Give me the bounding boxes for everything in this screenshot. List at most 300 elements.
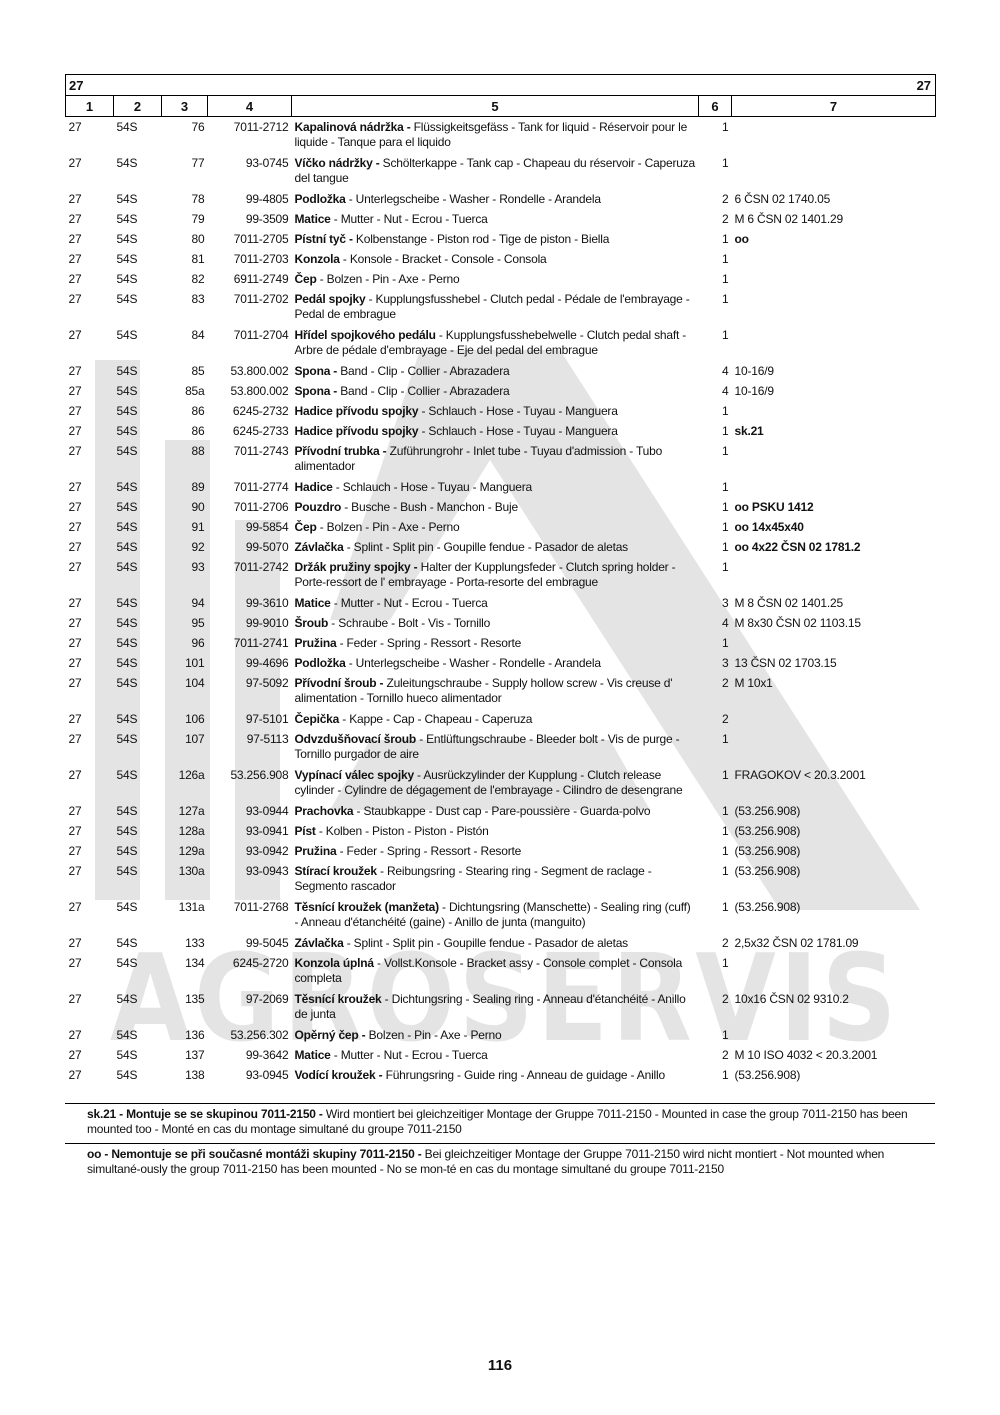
part-name: Pružina (294, 843, 337, 858)
part-translations: - Vollst.Konsole - Bracket assy - Console complet - Consola completa (294, 955, 683, 985)
part-number-cell: 99-4805 (245, 191, 289, 206)
note-cell: (53.256.908) (734, 863, 801, 878)
type-cell: 54S (116, 635, 138, 650)
parts-list (66, 117, 936, 1085)
note-cell (732, 953, 936, 989)
part-translations: - Feder - Spring - Ressort - Resorte (336, 635, 522, 650)
part-number-cell: 99-5070 (245, 539, 289, 554)
quantity-cell: 1 (722, 767, 729, 782)
group-cell: 27 (68, 291, 82, 306)
position-cell: 86 (191, 423, 205, 438)
position-cell: 80 (191, 231, 205, 246)
note-cell: M 6 ČSN 02 1401.29 (734, 211, 843, 226)
note-cell (732, 117, 936, 153)
note-cell: 6 ČSN 02 1740.05 (734, 191, 831, 206)
parts-table (65, 74, 936, 1085)
note-cell: oo PSKU 1412 (734, 499, 814, 514)
table-row (66, 517, 936, 537)
part-translations: - Reibungsring - Stearing ring - Segment de raclage - Segmento rascador (294, 863, 652, 893)
part-name: Hřídel spojkového pedálu (294, 327, 436, 342)
position-cell: 92 (191, 539, 205, 554)
position-cell: 136 (185, 1027, 205, 1042)
description-cell (292, 953, 699, 989)
table-row (66, 861, 936, 897)
position-cell: 107 (185, 731, 205, 746)
description-cell (292, 593, 699, 613)
footnote-text: Wird montiert bei gleichzeitiger Montage der Gruppe 7011-2150 - Mounted in case the group 7011-2150 has been mounted too - Monté en cas du montage simultané du groupe 7011-2150 (87, 1107, 908, 1136)
group-cell: 27 (68, 899, 82, 914)
group-cell: 27 (68, 211, 82, 226)
description-cell (292, 401, 699, 421)
quantity-cell: 1 (722, 803, 729, 818)
part-translations: - Feder - Spring - Ressort - Resorte (336, 843, 522, 858)
group-cell: 27 (68, 251, 82, 266)
group-cell: 27 (68, 595, 82, 610)
part-translations: Kolbenstange - Piston rod - Tige de piston - Biella (352, 231, 610, 246)
note-cell: (53.256.908) (734, 899, 801, 914)
part-number-cell: 97-5092 (245, 675, 289, 690)
table-row (66, 361, 936, 381)
description-cell (292, 229, 699, 249)
position-cell: 134 (185, 955, 205, 970)
part-translations: - Kappe - Cap - Chapeau - Caperuza (339, 711, 533, 726)
note-cell: 10-16/9 (734, 363, 774, 378)
part-name: Čep (294, 519, 317, 534)
part-number-cell: 53.256.908 (230, 767, 289, 782)
part-name: Matice (294, 211, 331, 226)
position-cell: 77 (191, 155, 205, 170)
table-row (66, 1025, 936, 1045)
table-row (66, 153, 936, 189)
description-cell (292, 537, 699, 557)
description-cell (292, 361, 699, 381)
type-cell: 54S (116, 383, 138, 398)
position-cell: 79 (191, 211, 205, 226)
part-number-cell: 93-0945 (245, 1067, 289, 1082)
type-cell: 54S (116, 655, 138, 670)
group-cell: 27 (68, 383, 82, 398)
group-cell: 27 (68, 271, 82, 286)
quantity-cell: 2 (722, 211, 729, 226)
part-number-cell: 97-5113 (246, 731, 289, 746)
description-cell (292, 821, 699, 841)
group-cell: 27 (68, 231, 82, 246)
quantity-cell: 4 (722, 383, 729, 398)
position-cell: 130a (178, 863, 205, 878)
description-cell (292, 633, 699, 653)
type-cell: 54S (116, 559, 138, 574)
description-cell (292, 325, 699, 361)
part-translations: - Bolzen - Pin - Axe - Perno (316, 271, 460, 286)
type-cell: 54S (116, 443, 138, 458)
note-cell: M 8x30 ČSN 02 1103.15 (734, 615, 861, 630)
position-cell: 135 (185, 991, 205, 1006)
part-number-cell: 99-3610 (245, 595, 289, 610)
quantity-cell: 1 (722, 863, 729, 878)
description-cell (292, 249, 699, 269)
group-cell: 27 (68, 499, 82, 514)
quantity-cell: 1 (722, 635, 729, 650)
type-cell: 54S (116, 479, 138, 494)
group-cell: 27 (68, 615, 82, 630)
group-cell: 27 (68, 675, 82, 690)
table-row (66, 989, 936, 1025)
part-number-cell: 6245-2733 (232, 423, 289, 438)
part-name: Závlačka (294, 935, 344, 950)
part-name: Čepička (294, 711, 340, 726)
footnote (65, 1143, 935, 1183)
part-name: Píst (294, 823, 316, 838)
group-cell: 27 (68, 955, 82, 970)
position-cell: 128a (178, 823, 205, 838)
footnote-text: Bei gleichzeitiger Montage der Gruppe 7011-2150 wird nicht montiert - Not mounted when simultané-ously the group 7011-2150 has been mounted - No se mon-té en cas du montage simultané du groupe 7011-2150 (87, 1147, 885, 1176)
group-cell: 27 (68, 863, 82, 878)
position-cell: 96 (191, 635, 205, 650)
part-number-cell: 93-0745 (245, 155, 289, 170)
quantity-cell: 1 (722, 479, 729, 494)
type-cell: 54S (116, 120, 138, 134)
position-cell: 81 (191, 251, 205, 266)
section-number-right: 27 (916, 77, 932, 93)
type-cell: 54S (116, 991, 138, 1006)
quantity-cell: 1 (722, 731, 729, 746)
note-cell (732, 729, 936, 765)
part-translations: - Ausrückzylinder der Kupplung - Clutch release cylinder - Cylindre de dégagement de l'embrayage - Cilindro de desengrane (294, 767, 683, 797)
position-cell: 88 (191, 443, 205, 458)
position-cell: 138 (185, 1067, 205, 1082)
description-cell (292, 189, 699, 209)
table-row (66, 953, 936, 989)
note-cell (732, 153, 936, 189)
note-cell: (53.256.908) (734, 803, 801, 818)
quantity-cell: 1 (722, 539, 729, 554)
part-number-cell: 93-0943 (245, 863, 289, 878)
position-cell: 83 (191, 291, 205, 306)
part-translations: - Schlauch - Hose - Tuyau - Manguera (418, 403, 618, 418)
table-row (66, 613, 936, 633)
position-cell: 93 (191, 559, 205, 574)
part-translations: - Dichtungsring (Manschette) - Sealing ring (cuff) - Anneau d'étanchéité (gaine) - Anillo de junta (manguito) (294, 899, 691, 929)
part-translations: - Busche - Bush - Manchon - Buje (341, 499, 518, 514)
watermark-text: AGROSERVIS (110, 930, 900, 1069)
quantity-cell: 1 (722, 403, 729, 418)
part-translations: - Schraube - Bolt - Vis - Tornillo (328, 615, 491, 630)
type-cell: 54S (116, 595, 138, 610)
note-cell: 10-16/9 (734, 383, 774, 398)
group-cell: 27 (68, 443, 82, 458)
part-number-cell: 53.800.002 (230, 383, 289, 398)
table-row (66, 189, 936, 209)
quantity-cell: 1 (722, 271, 729, 286)
quantity-cell: 1 (722, 443, 729, 458)
description-cell (292, 801, 699, 821)
quantity-cell: 3 (722, 595, 729, 610)
parts-table-sheet (65, 74, 935, 1085)
type-cell: 54S (116, 155, 138, 170)
part-translations: Zuführungrohr - Inlet tube - Tuyau d'admission - Tubo alimentador (294, 443, 663, 473)
footnote (65, 1103, 935, 1143)
description-cell (292, 381, 699, 401)
position-cell: 90 (191, 499, 205, 514)
position-cell: 106 (185, 711, 205, 726)
footnote-key: sk.21 - Montuje se se skupinou 7011-2150 - (87, 1107, 323, 1121)
quantity-cell: 2 (722, 191, 729, 206)
description-cell (292, 841, 699, 861)
quantity-cell: 2 (722, 1047, 729, 1062)
table-row (66, 933, 936, 953)
group-cell: 27 (68, 519, 82, 534)
type-cell: 54S (116, 1027, 138, 1042)
position-cell: 94 (191, 595, 205, 610)
type-cell: 54S (116, 519, 138, 534)
position-cell: 85a (185, 383, 205, 398)
column-header: 3 (162, 96, 208, 117)
type-cell: 54S (116, 767, 138, 782)
part-number-cell: 99-9010 (245, 615, 289, 630)
description-cell (292, 441, 699, 477)
part-number-cell: 99-5854 (245, 519, 289, 534)
note-cell: oo 4x22 ČSN 02 1781.2 (734, 539, 861, 554)
position-cell: 82 (191, 271, 205, 286)
quantity-cell: 1 (722, 559, 729, 574)
part-name: Odvzdušňovací šroub (294, 731, 417, 746)
type-cell: 54S (116, 823, 138, 838)
part-number-cell: 7011-2704 (233, 327, 289, 342)
type-cell: 54S (116, 211, 138, 226)
part-translations: - Schlauch - Hose - Tuyau - Manguera (418, 423, 618, 438)
quantity-cell: 2 (722, 711, 729, 726)
type-cell: 54S (116, 499, 138, 514)
group-cell: 27 (68, 403, 82, 418)
note-cell: 10x16 ČSN 02 9310.2 (734, 991, 849, 1006)
position-cell: 126a (178, 767, 205, 782)
part-translations: - Konsole - Bracket - Console - Consola (339, 251, 547, 266)
note-cell (732, 249, 936, 269)
group-cell: 27 (68, 635, 82, 650)
position-cell: 78 (191, 191, 205, 206)
note-cell (732, 289, 936, 325)
table-row (66, 653, 936, 673)
part-number-cell: 93-0944 (245, 803, 289, 818)
type-cell: 54S (116, 843, 138, 858)
table-row (66, 325, 936, 361)
part-number-cell: 7011-2712 (233, 120, 289, 134)
part-translations: Halter der Kupplungsfeder - Clutch spring holder - Porte-ressort de l' embrayage - Porta-resorte del embrague (294, 559, 676, 589)
type-cell: 54S (116, 863, 138, 878)
note-cell (732, 441, 936, 477)
part-translations: Flüssigkeitsgefäss - Tank for liquid - Réservoir pour le liquide - Tanque para el liquido (294, 120, 688, 149)
group-cell: 27 (68, 803, 82, 818)
group-cell: 27 (68, 843, 82, 858)
note-cell (732, 709, 936, 729)
note-cell (732, 269, 936, 289)
quantity-cell: 1 (722, 231, 729, 246)
type-cell: 54S (116, 955, 138, 970)
quantity-cell: 1 (722, 955, 729, 970)
part-number-cell: 7011-2768 (233, 899, 289, 914)
page-number: 116 (487, 1357, 513, 1374)
part-translations: - Bolzen - Pin - Axe - Perno (316, 519, 460, 534)
table-row (66, 421, 936, 441)
part-number-cell: 6245-2732 (232, 403, 289, 418)
type-cell: 54S (116, 191, 138, 206)
part-name: Spona - (294, 363, 338, 378)
group-cell: 27 (68, 1047, 82, 1062)
part-translations: - Mutter - Nut - Ecrou - Tuerca (330, 1047, 488, 1062)
type-cell: 54S (116, 803, 138, 818)
part-name: Víčko nádržky - (294, 155, 380, 170)
part-name: Pružina (294, 635, 337, 650)
part-number-cell: 7011-2743 (233, 443, 289, 458)
group-cell: 27 (68, 191, 82, 206)
description-cell (292, 153, 699, 189)
type-cell: 54S (116, 615, 138, 630)
part-translations: - Mutter - Nut - Ecrou - Tuerca (330, 595, 488, 610)
table-row (66, 801, 936, 821)
position-cell: 76 (191, 120, 205, 134)
quantity-cell: 1 (722, 519, 729, 534)
part-number-cell: 99-3642 (245, 1047, 289, 1062)
position-cell: 91 (191, 519, 205, 534)
column-header: 4 (208, 96, 292, 117)
part-name: Matice (294, 1047, 331, 1062)
table-row (66, 117, 936, 153)
quantity-cell: 1 (722, 1027, 729, 1042)
part-name: Podložka (294, 191, 346, 206)
note-cell (732, 325, 936, 361)
part-number-cell: 7011-2742 (233, 559, 289, 574)
part-number-cell: 99-4696 (245, 655, 289, 670)
part-name: Přívodní šroub - (294, 675, 384, 690)
description-cell (292, 477, 699, 497)
type-cell: 54S (116, 1067, 138, 1082)
quantity-cell: 2 (722, 991, 729, 1006)
part-translations: - Staubkappe - Dust cap - Pare-poussière - Guarda-polvo (353, 803, 651, 818)
table-row (66, 229, 936, 249)
part-name: Závlačka (294, 539, 344, 554)
description-cell (292, 613, 699, 633)
group-cell: 27 (68, 991, 82, 1006)
part-translations: Schölterkappe - Tank cap - Chapeau du réservoir - Caperuza del tangue (294, 155, 696, 185)
description-cell (292, 653, 699, 673)
column-header: 1 (66, 96, 114, 117)
note-cell: oo 14x45x40 (734, 519, 804, 534)
position-cell: 127a (178, 803, 205, 818)
part-translations: - Splint - Split pin - Goupille fendue - Pasador de aletas (343, 539, 628, 554)
type-cell: 54S (116, 363, 138, 378)
quantity-cell: 4 (722, 615, 729, 630)
quantity-cell: 1 (722, 823, 729, 838)
section-number-left: 27 (69, 77, 84, 93)
quantity-cell: 1 (722, 251, 729, 266)
quantity-cell: 3 (722, 655, 729, 670)
part-name: Hadice přívodu spojky (294, 403, 419, 418)
group-cell: 27 (68, 559, 82, 574)
quantity-cell: 2 (722, 935, 729, 950)
description-cell (292, 729, 699, 765)
quantity-cell: 4 (722, 363, 729, 378)
position-cell: 85 (191, 363, 205, 378)
note-cell: oo (734, 231, 749, 246)
part-number-cell: 7011-2702 (233, 291, 289, 306)
type-cell: 54S (116, 899, 138, 914)
note-cell: 2,5x32 ČSN 02 1781.09 (734, 935, 859, 950)
part-name: Pedál spojky (294, 291, 366, 306)
footnotes (65, 1103, 935, 1183)
type-cell: 54S (116, 935, 138, 950)
description-cell (292, 421, 699, 441)
table-row (66, 841, 936, 861)
part-translations: - Unterlegscheibe - Washer - Rondelle - Arandela (345, 191, 601, 206)
description-cell (292, 989, 699, 1025)
description-cell (292, 861, 699, 897)
type-cell: 54S (116, 403, 138, 418)
description-cell (292, 557, 699, 593)
note-cell (732, 401, 936, 421)
quantity-cell: 1 (722, 155, 729, 170)
footnote-key: oo - Nemontuje se při současné montáži skupiny 7011-2150 - (87, 1147, 422, 1161)
table-row (66, 401, 936, 421)
type-cell: 54S (116, 1047, 138, 1062)
note-cell (732, 557, 936, 593)
quantity-cell: 1 (722, 499, 729, 514)
part-translations: - Kupplungsfusshebel - Clutch pedal - Pédale de l'embrayage - Pedal de embrague (294, 291, 690, 321)
table-row (66, 381, 936, 401)
part-number-cell: 7011-2774 (233, 479, 289, 494)
table-row (66, 1045, 936, 1065)
part-translations: - Splint - Split pin - Goupille fendue - Pasador de aletas (343, 935, 628, 950)
part-translations: - Kupplungsfusshebelwelle - Clutch pedal shaft - Arbre de pédale d'embrayage - Eje del pedal del embrague (294, 327, 687, 357)
part-translations: - Schlauch - Hose - Tuyau - Manguera (332, 479, 533, 494)
type-cell: 54S (116, 675, 138, 690)
type-cell: 54S (116, 327, 138, 342)
description-cell (292, 1025, 699, 1045)
description-cell (292, 269, 699, 289)
group-cell: 27 (68, 1027, 82, 1042)
part-number-cell: 93-0941 (245, 823, 289, 838)
description-cell (292, 497, 699, 517)
table-row (66, 729, 936, 765)
part-translations: - Dichtungsring - Sealing ring - Anneau d'étanchéité - Anillo de junta (294, 991, 686, 1021)
group-cell: 27 (68, 823, 82, 838)
note-cell: 13 ČSN 02 1703.15 (734, 655, 837, 670)
part-translations: - Entlüftungschraube - Bleeder bolt - Vis de purge - Tornillo purgador de aire (294, 731, 680, 761)
description-cell (292, 289, 699, 325)
description-cell (292, 897, 699, 933)
column-header: 6 (699, 96, 732, 117)
part-name: Hadice přívodu spojky (294, 423, 419, 438)
part-name: Držák pružiny spojky - (294, 559, 418, 574)
description-cell (292, 517, 699, 537)
table-row (66, 497, 936, 517)
part-name: Čep (294, 271, 317, 286)
description-cell (292, 117, 699, 153)
group-cell: 27 (68, 711, 82, 726)
position-cell: 86 (191, 403, 205, 418)
part-number-cell: 97-5101 (245, 711, 289, 726)
type-cell: 54S (116, 271, 138, 286)
part-number-cell: 7011-2741 (233, 635, 289, 650)
group-cell: 27 (68, 155, 82, 170)
column-header-row (66, 96, 936, 117)
description-cell (292, 765, 699, 801)
note-cell: FRAGOKOV < 20.3.2001 (734, 767, 866, 782)
part-name: Podložka (294, 655, 346, 670)
part-name: Vypínací válec spojky (294, 767, 414, 782)
part-number-cell: 53.800.002 (230, 363, 289, 378)
note-cell: (53.256.908) (734, 1067, 801, 1082)
quantity-cell: 1 (722, 899, 729, 914)
